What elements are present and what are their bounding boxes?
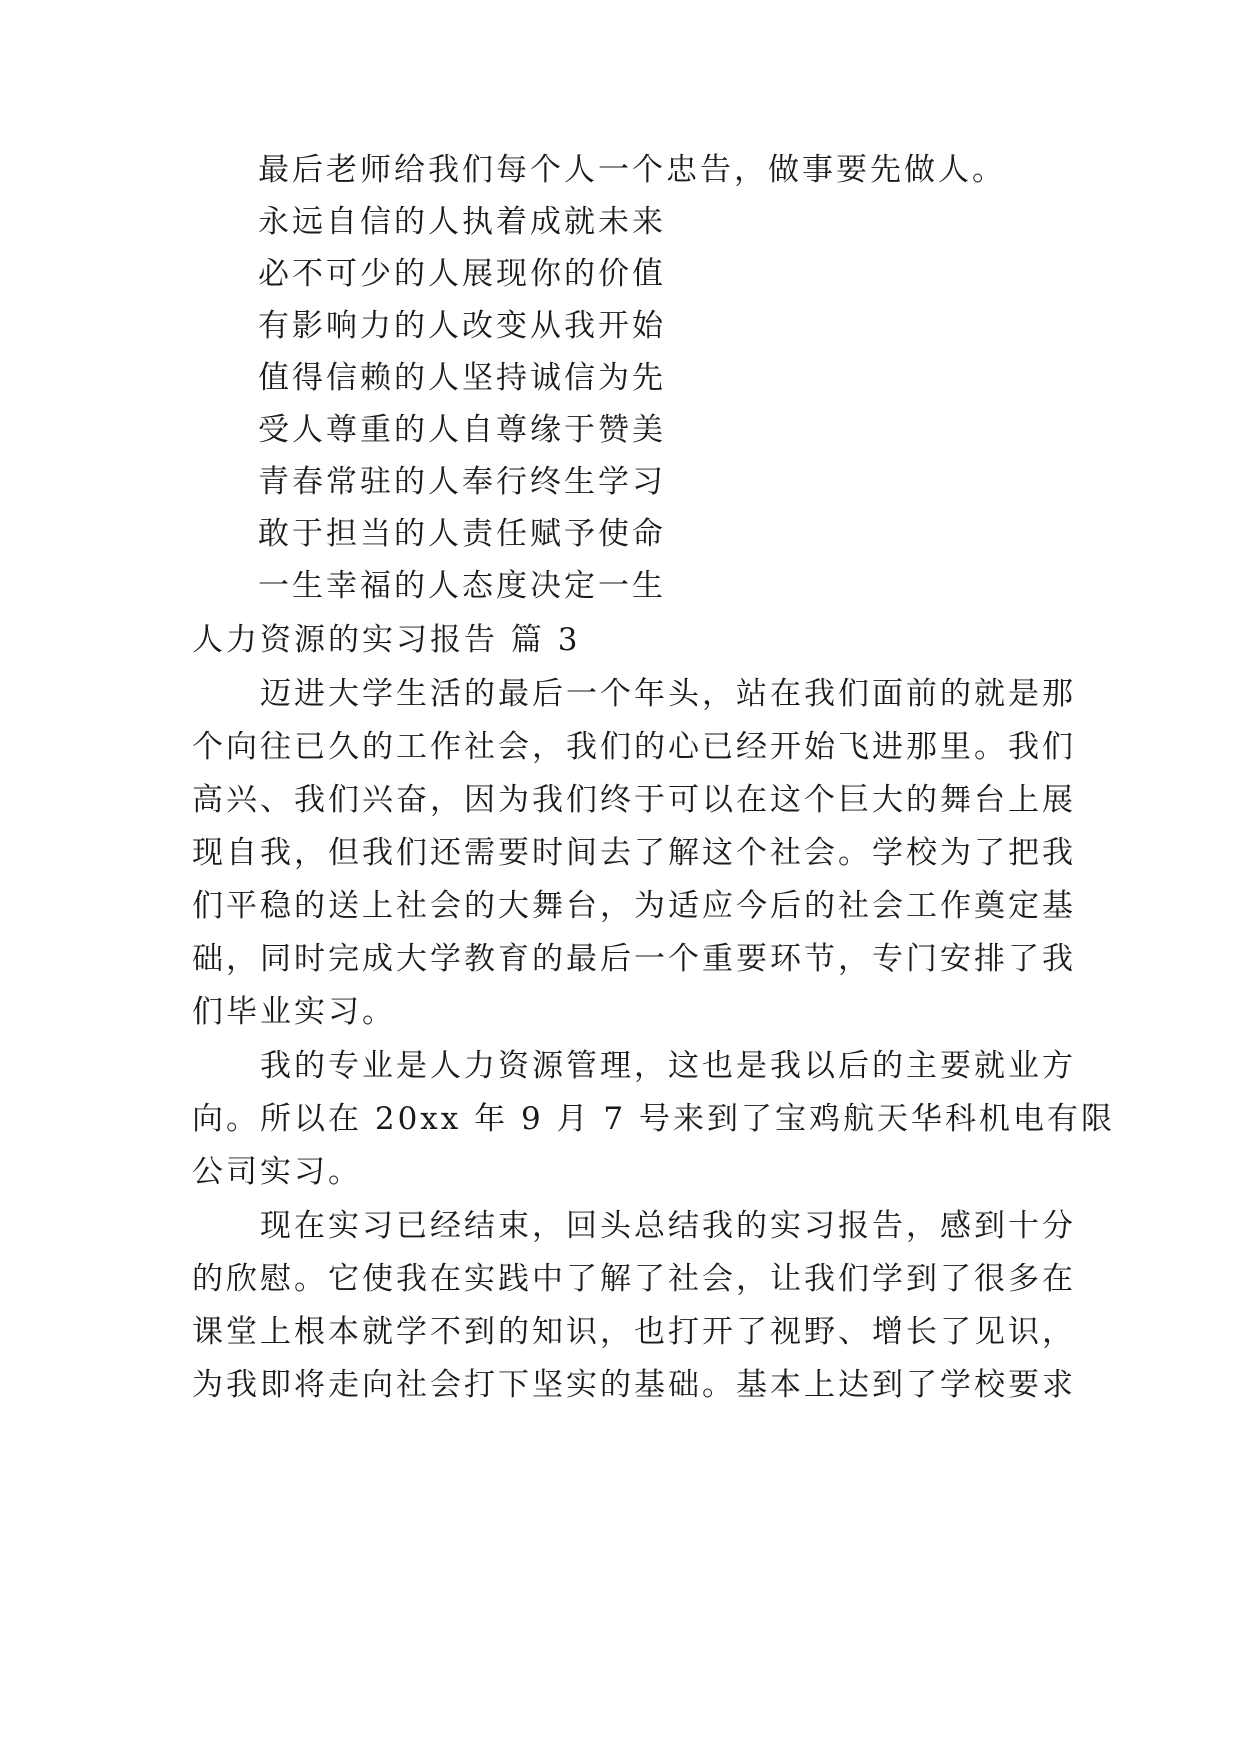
section-heading: 人力资源的实习报告 篇 3 — [192, 622, 581, 658]
verse-line: 必不可少的人展现你的价值 — [258, 256, 666, 292]
verse-line: 有影响力的人改变从我开始 — [258, 308, 666, 344]
paragraph-line: 课堂上根本就学不到的知识，也打开了视野、增长了见识， — [192, 1314, 1076, 1350]
verse-line: 受人尊重的人自尊缘于赞美 — [258, 412, 666, 448]
verse-line: 敢于担当的人责任赋予使命 — [258, 516, 666, 552]
paragraph-line: 础，同时完成大学教育的最后一个重要环节，专门安排了我 — [192, 941, 1076, 977]
paragraph-line: 个向往已久的工作社会，我们的心已经开始飞进那里。我们 — [192, 729, 1076, 765]
verse-line: 一生幸福的人态度决定一生 — [258, 568, 666, 604]
verse-line: 值得信赖的人坚持诚信为先 — [258, 360, 666, 396]
paragraph-line: 现自我，但我们还需要时间去了解这个社会。学校为了把我 — [192, 835, 1076, 871]
verse-line: 永远自信的人执着成就未来 — [258, 204, 666, 240]
paragraph-line: 为我即将走向社会打下坚实的基础。基本上达到了学校要求 — [192, 1367, 1076, 1403]
paragraph-line: 现在实习已经结束，回头总结我的实习报告，感到十分 — [192, 1208, 1076, 1244]
intro-line: 最后老师给我们每个人一个忠告，做事要先做人。 — [258, 152, 1006, 188]
paragraph-line: 们平稳的送上社会的大舞台，为适应今后的社会工作奠定基 — [192, 888, 1076, 924]
paragraph-line: 向。所以在 20xx 年 9 月 7 号来到了宝鸡航天华科机电有限 — [192, 1101, 1115, 1137]
paragraph-line: 迈进大学生活的最后一个年头，站在我们面前的就是那 — [192, 676, 1076, 712]
paragraph-line: 高兴、我们兴奋，因为我们终于可以在这个巨大的舞台上展 — [192, 782, 1076, 818]
paragraph-line: 们毕业实习。 — [192, 994, 396, 1030]
verse-line: 青春常驻的人奉行终生学习 — [258, 464, 666, 500]
paragraph-line: 的欣慰。它使我在实践中了解了社会，让我们学到了很多在 — [192, 1261, 1076, 1297]
paragraph-line: 我的专业是人力资源管理，这也是我以后的主要就业方 — [192, 1048, 1076, 1084]
paragraph-line: 公司实习。 — [192, 1154, 362, 1190]
